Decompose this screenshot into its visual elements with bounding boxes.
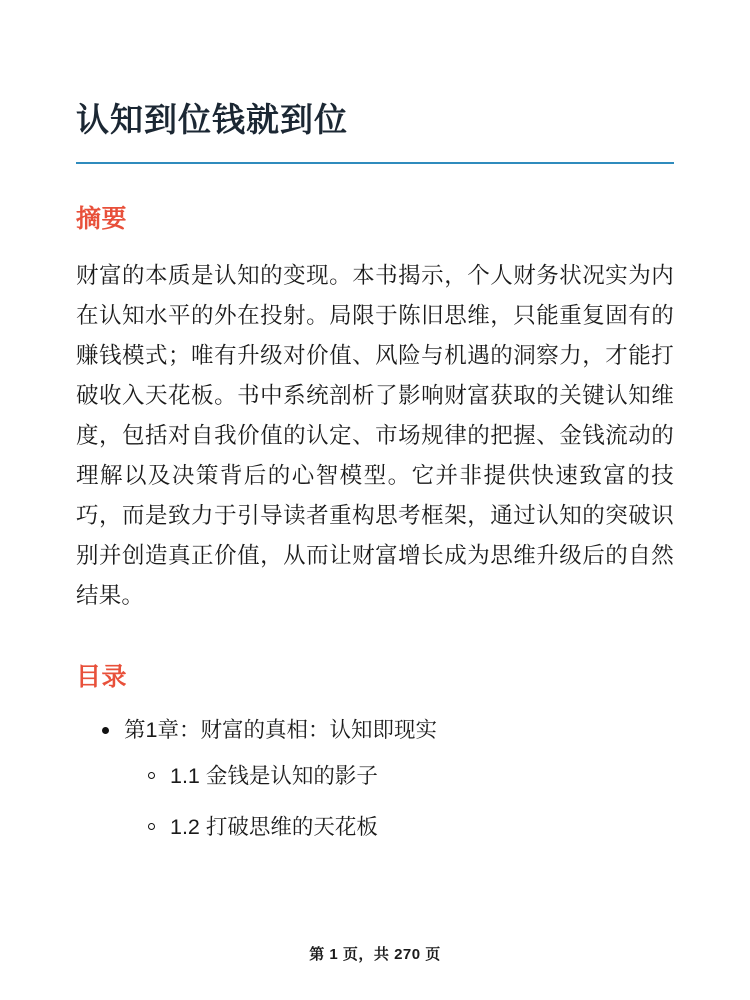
toc-section-label[interactable]: 1.2 打破思维的天花板: [170, 814, 378, 839]
toc-chapter-item: [76, 714, 674, 843]
abstract-body: 财富的本质是认知的变现。本书揭示，个人财务状况实为内在认知水平的外在投射。局限于陈旧思维，只能重复固有的赚钱模式；唯有升级对价值、风险与机遇的洞察力，才能打破收入天花板。书中系统剖析了影响财富获取的关键认知维度，包括对自我价值的认定、市场规律的把握、金钱流动的理解以及决策背后的心智模型。它并非提供快速致富的技巧，而是致力于引导读者重构思考框架，通过认知的突破识别并创造真正价值，从而让财富增长成为思维升级后的自然结果。: [76, 262, 674, 608]
page-footer: 第 1 页，共 270 页: [309, 946, 441, 963]
page-title: 认知到位钱就到位: [76, 101, 348, 138]
toc-chapter-label[interactable]: 第1章：财富的真相：认知即现实: [124, 718, 437, 743]
toc-section-item: [124, 811, 674, 843]
toc-section-item: [124, 760, 674, 792]
toc-list: [76, 714, 674, 843]
toc-section-list: [124, 760, 674, 843]
toc-section-label[interactable]: 1.1 金钱是认知的影子: [170, 764, 378, 789]
toc-heading: 目录: [76, 663, 128, 692]
title-divider: [76, 162, 674, 164]
abstract-heading: 摘要: [76, 204, 128, 233]
